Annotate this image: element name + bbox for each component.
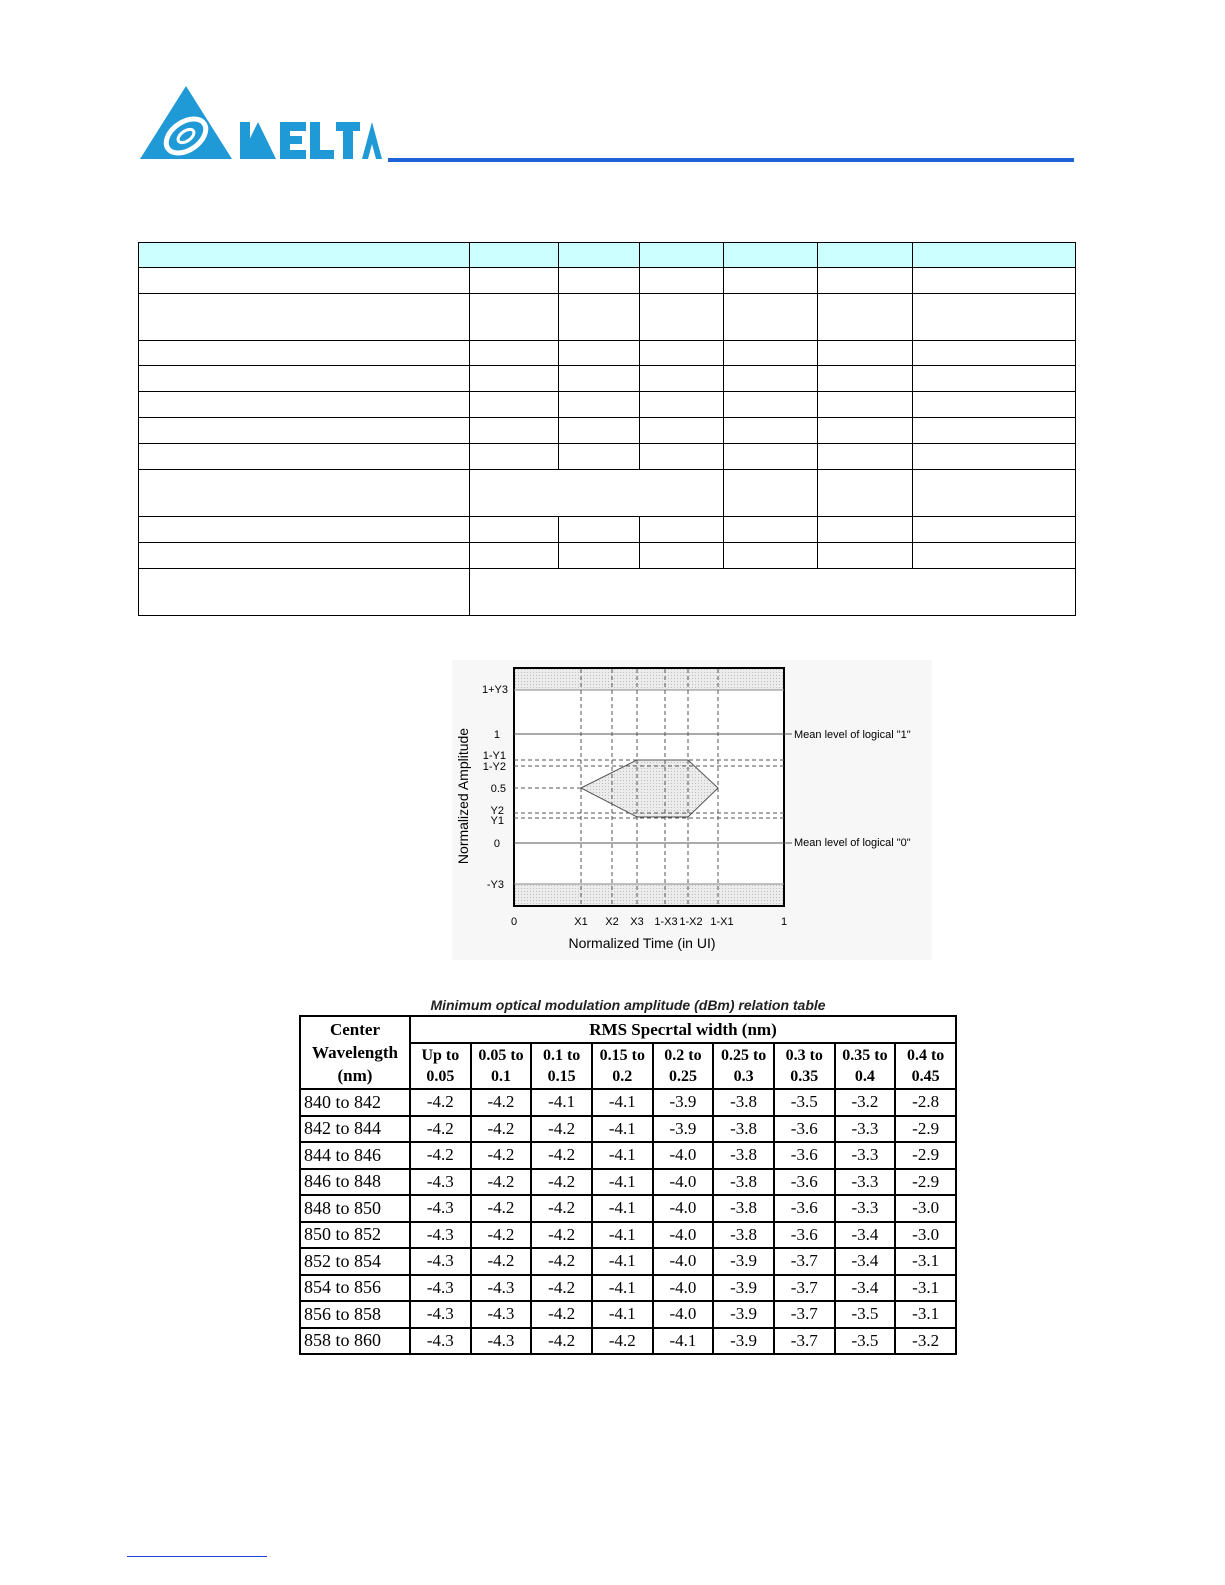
oma-value-cell: -3.2 bbox=[835, 1089, 896, 1116]
spectral-width-column-header: 0.4 to 0.45 bbox=[895, 1043, 956, 1089]
center-wavelength-header: Center Wavelength (nm) bbox=[300, 1016, 410, 1089]
oma-value-cell: -3.7 bbox=[774, 1328, 835, 1355]
oma-value-cell: -4.2 bbox=[531, 1222, 592, 1249]
oma-value-cell: -4.2 bbox=[531, 1301, 592, 1328]
oma-value-cell: -2.9 bbox=[895, 1142, 956, 1169]
y-tick-y1: Y1 bbox=[490, 815, 504, 827]
spec-table bbox=[138, 242, 1076, 616]
oma-value-cell: -4.2 bbox=[410, 1089, 471, 1116]
spectral-width-column-header: 0.25 to 0.3 bbox=[713, 1043, 774, 1089]
oma-value-cell: -3.3 bbox=[835, 1116, 896, 1143]
oma-value-cell: -3.8 bbox=[713, 1116, 774, 1143]
spec-row bbox=[139, 341, 1076, 366]
oma-value-cell: -4.0 bbox=[653, 1195, 714, 1222]
oma-value-cell: -3.5 bbox=[774, 1089, 835, 1116]
oma-value-cell: -4.0 bbox=[653, 1301, 714, 1328]
oma-value-cell: -3.3 bbox=[835, 1142, 896, 1169]
relation-table-caption: Minimum optical modulation amplitude (dBm) relation table bbox=[430, 997, 826, 1013]
oma-value-cell: -3.4 bbox=[835, 1275, 896, 1302]
rms-spectral-width-header: RMS Specrtal width (nm) bbox=[410, 1016, 956, 1043]
spec-row bbox=[139, 392, 1076, 418]
oma-value-cell: -4.2 bbox=[531, 1142, 592, 1169]
oma-value-cell: -4.2 bbox=[471, 1222, 532, 1249]
oma-value-cell: -3.0 bbox=[895, 1195, 956, 1222]
wavelength-cell: 856 to 858 bbox=[300, 1301, 410, 1328]
oma-value-cell: -4.2 bbox=[471, 1142, 532, 1169]
table-row bbox=[300, 1328, 956, 1355]
wavelength-cell: 844 to 846 bbox=[300, 1142, 410, 1169]
y-tick-y2: Y2 bbox=[490, 805, 504, 817]
oma-value-cell: -3.1 bbox=[895, 1275, 956, 1302]
table-row bbox=[300, 1222, 956, 1249]
oma-value-cell: -4.3 bbox=[410, 1195, 471, 1222]
wavelength-cell: 852 to 854 bbox=[300, 1248, 410, 1275]
spectral-width-column-header: 0.35 to 0.4 bbox=[835, 1043, 896, 1089]
x-tick-x2: X2 bbox=[605, 916, 619, 928]
oma-value-cell: -3.9 bbox=[713, 1301, 774, 1328]
oma-value-cell: -4.2 bbox=[531, 1275, 592, 1302]
table-row bbox=[300, 1142, 956, 1169]
y-tick-minus-y3: -Y3 bbox=[486, 879, 504, 891]
eye-mask-diagram bbox=[452, 660, 932, 965]
oma-value-cell: -4.0 bbox=[653, 1248, 714, 1275]
oma-value-cell: -3.9 bbox=[653, 1089, 714, 1116]
oma-value-cell: -3.9 bbox=[713, 1328, 774, 1355]
wavelength-cell: 846 to 848 bbox=[300, 1169, 410, 1196]
oma-value-cell: -4.1 bbox=[592, 1275, 653, 1302]
spec-row bbox=[139, 569, 1076, 616]
oma-value-cell: -4.1 bbox=[592, 1142, 653, 1169]
spectral-width-column-header: 0.15 to 0.2 bbox=[592, 1043, 653, 1089]
y-tick-1: 1 bbox=[493, 729, 500, 741]
x-tick-1-minus-x1: 1-X1 bbox=[710, 916, 734, 928]
oma-value-cell: -4.3 bbox=[410, 1169, 471, 1196]
oma-value-cell: -3.9 bbox=[653, 1116, 714, 1143]
oma-value-cell: -4.2 bbox=[471, 1169, 532, 1196]
oma-value-cell: -4.3 bbox=[410, 1301, 471, 1328]
x-tick-1: 1 bbox=[780, 916, 788, 928]
annotation-logical-zero: Mean level of logical "0" bbox=[794, 837, 911, 849]
oma-value-cell: -4.3 bbox=[410, 1222, 471, 1249]
spectral-width-column-header: 0.1 to 0.15 bbox=[531, 1043, 592, 1089]
oma-value-cell: -3.8 bbox=[713, 1195, 774, 1222]
spec-row bbox=[139, 543, 1076, 569]
oma-value-cell: -4.1 bbox=[592, 1116, 653, 1143]
oma-value-cell: -3.5 bbox=[835, 1301, 896, 1328]
oma-value-cell: -4.2 bbox=[471, 1195, 532, 1222]
wavelength-cell: 854 to 856 bbox=[300, 1275, 410, 1302]
oma-value-cell: -3.8 bbox=[713, 1089, 774, 1116]
footer-link-underline bbox=[127, 1556, 267, 1557]
wavelength-cell: 842 to 844 bbox=[300, 1116, 410, 1143]
oma-value-cell: -4.2 bbox=[531, 1328, 592, 1355]
oma-value-cell: -4.3 bbox=[471, 1301, 532, 1328]
oma-value-cell: -2.9 bbox=[895, 1169, 956, 1196]
y-tick-1-minus-y1: 1-Y1 bbox=[482, 750, 506, 762]
spec-row bbox=[139, 366, 1076, 392]
oma-value-cell: -3.5 bbox=[835, 1328, 896, 1355]
spectral-width-column-header: 0.2 to 0.25 bbox=[653, 1043, 714, 1089]
spectral-width-column-header: Up to 0.05 bbox=[410, 1043, 471, 1089]
oma-value-cell: -3.9 bbox=[713, 1248, 774, 1275]
table-row bbox=[300, 1089, 956, 1116]
spec-row bbox=[139, 418, 1076, 444]
table-row bbox=[300, 1275, 956, 1302]
spec-row bbox=[139, 294, 1076, 341]
table-row bbox=[300, 1301, 956, 1328]
y-tick-0: 0 bbox=[493, 838, 500, 850]
spec-row bbox=[139, 444, 1076, 470]
oma-value-cell: -3.0 bbox=[895, 1222, 956, 1249]
oma-value-cell: -3.6 bbox=[774, 1116, 835, 1143]
spectral-width-column-header: 0.3 to 0.35 bbox=[774, 1043, 835, 1089]
y-tick-0-5: 0.5 bbox=[490, 783, 506, 795]
oma-value-cell: -4.3 bbox=[410, 1275, 471, 1302]
oma-value-cell: -4.3 bbox=[471, 1328, 532, 1355]
oma-value-cell: -4.2 bbox=[531, 1195, 592, 1222]
spec-row bbox=[139, 517, 1076, 543]
x-tick-x3: X3 bbox=[630, 916, 644, 928]
wavelength-cell: 840 to 842 bbox=[300, 1089, 410, 1116]
oma-value-cell: -2.9 bbox=[895, 1116, 956, 1143]
oma-value-cell: -4.3 bbox=[410, 1248, 471, 1275]
table-row bbox=[300, 1195, 956, 1222]
oma-value-cell: -4.1 bbox=[592, 1248, 653, 1275]
y-axis-label: Normalized Amplitude bbox=[455, 727, 471, 865]
x-tick-1-minus-x2: 1-X2 bbox=[679, 916, 703, 928]
oma-value-cell: -3.6 bbox=[774, 1142, 835, 1169]
oma-value-cell: -4.0 bbox=[653, 1222, 714, 1249]
delta-logo bbox=[140, 84, 385, 167]
oma-value-cell: -3.3 bbox=[835, 1169, 896, 1196]
oma-value-cell: -3.1 bbox=[895, 1301, 956, 1328]
oma-value-cell: -4.2 bbox=[531, 1116, 592, 1143]
oma-value-cell: -3.1 bbox=[895, 1248, 956, 1275]
table-row bbox=[300, 1116, 956, 1143]
oma-value-cell: -4.2 bbox=[592, 1328, 653, 1355]
oma-value-cell: -3.8 bbox=[713, 1222, 774, 1249]
oma-value-cell: -3.8 bbox=[713, 1142, 774, 1169]
oma-value-cell: -4.2 bbox=[471, 1116, 532, 1143]
oma-value-cell: -4.2 bbox=[410, 1142, 471, 1169]
x-tick-0: 0 bbox=[510, 916, 518, 928]
header-rule bbox=[388, 158, 1074, 162]
oma-value-cell: -3.3 bbox=[835, 1195, 896, 1222]
oma-value-cell: -3.6 bbox=[774, 1195, 835, 1222]
oma-value-cell: -4.0 bbox=[653, 1142, 714, 1169]
spectral-width-column-header: 0.05 to 0.1 bbox=[471, 1043, 532, 1089]
oma-value-cell: -4.1 bbox=[531, 1089, 592, 1116]
oma-value-cell: -4.2 bbox=[531, 1169, 592, 1196]
oma-value-cell: -4.1 bbox=[653, 1328, 714, 1355]
oma-value-cell: -4.0 bbox=[653, 1275, 714, 1302]
table-row bbox=[300, 1248, 956, 1275]
oma-value-cell: -3.8 bbox=[713, 1169, 774, 1196]
oma-value-cell: -4.1 bbox=[592, 1195, 653, 1222]
oma-value-cell: -4.1 bbox=[592, 1169, 653, 1196]
oma-value-cell: -3.7 bbox=[774, 1248, 835, 1275]
relation-table-body bbox=[300, 1089, 956, 1354]
oma-value-cell: -4.2 bbox=[471, 1089, 532, 1116]
x-axis-label: Normalized Time (in UI) bbox=[568, 935, 716, 951]
oma-value-cell: -4.2 bbox=[471, 1248, 532, 1275]
wavelength-cell: 848 to 850 bbox=[300, 1195, 410, 1222]
relation-table bbox=[299, 1015, 957, 1355]
y-tick-1-plus-y3: 1+Y3 bbox=[482, 684, 508, 696]
oma-value-cell: -4.1 bbox=[592, 1301, 653, 1328]
annotation-logical-one: Mean level of logical "1" bbox=[794, 729, 911, 741]
oma-value-cell: -2.8 bbox=[895, 1089, 956, 1116]
oma-value-cell: -4.3 bbox=[410, 1328, 471, 1355]
oma-value-cell: -3.4 bbox=[835, 1222, 896, 1249]
oma-value-cell: -4.2 bbox=[410, 1116, 471, 1143]
oma-value-cell: -4.0 bbox=[653, 1169, 714, 1196]
oma-value-cell: -4.3 bbox=[471, 1275, 532, 1302]
x-tick-1-minus-x3: 1-X3 bbox=[654, 916, 678, 928]
oma-value-cell: -3.6 bbox=[774, 1222, 835, 1249]
oma-value-cell: -3.9 bbox=[713, 1275, 774, 1302]
oma-value-cell: -3.6 bbox=[774, 1169, 835, 1196]
wavelength-cell: 850 to 852 bbox=[300, 1222, 410, 1249]
spec-header-row bbox=[139, 243, 1076, 268]
table-row bbox=[300, 1169, 956, 1196]
x-tick-x1: X1 bbox=[574, 916, 588, 928]
oma-value-cell: -3.2 bbox=[895, 1328, 956, 1355]
oma-value-cell: -4.1 bbox=[592, 1222, 653, 1249]
wavelength-cell: 858 to 860 bbox=[300, 1328, 410, 1355]
oma-value-cell: -3.4 bbox=[835, 1248, 896, 1275]
spec-row bbox=[139, 268, 1076, 294]
oma-value-cell: -3.7 bbox=[774, 1301, 835, 1328]
oma-value-cell: -3.7 bbox=[774, 1275, 835, 1302]
oma-value-cell: -4.2 bbox=[531, 1248, 592, 1275]
spec-row bbox=[139, 470, 1076, 517]
y-tick-1-minus-y2: 1-Y2 bbox=[482, 761, 506, 773]
oma-value-cell: -4.1 bbox=[592, 1089, 653, 1116]
